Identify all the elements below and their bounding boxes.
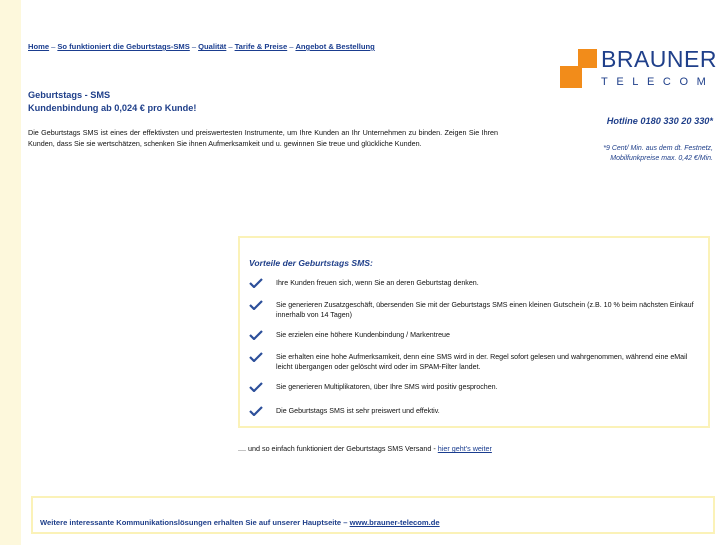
check-icon bbox=[249, 330, 263, 340]
advantage-text: Sie generieren Multiplikatoren, über Ihre SMS wird positiv gesprochen. bbox=[276, 383, 498, 391]
intro-paragraph: Die Geburtstags SMS ist eines der effektivsten und preiswertesten Instrumente, um Ihre Kunden an Ihr Unternehmen zu binden. Zeigen Sie Ihren Kunden, dass Sie sie wertschätzen, schenken Sie ihnen Aufmerksamkeit und u. gewinnen Sie treue und glückliche Kunden. bbox=[28, 128, 498, 148]
advantage-text: Die Geburtstags SMS ist sehr preiswert und effektiv. bbox=[276, 407, 440, 415]
footer-text: Weitere interessante Kommunikationslösungen erhalten Sie auf unserer Hauptseite – bbox=[40, 518, 350, 527]
nav-link-home[interactable]: Home bbox=[28, 42, 50, 51]
advantage-text: Sie generieren Zusatzgeschäft, übersenden Sie mit der Geburtstags SMS einen kleinen Gutschein (z.B. 10 % beim nächsten Einkauf innerhalb von 14 Tagen) bbox=[276, 301, 694, 319]
check-icon bbox=[249, 406, 263, 416]
hotline-price-note bbox=[513, 144, 713, 164]
advantage-text: Ihre Kunden freuen sich, wenn Sie an deren Geburtstag denken. bbox=[276, 279, 479, 287]
more-info-line bbox=[238, 444, 492, 453]
advantages-title: Vorteile der Geburtstags SMS: bbox=[249, 258, 373, 268]
nav-separator: – bbox=[228, 42, 233, 51]
advantages-box bbox=[238, 236, 710, 428]
footer-box bbox=[31, 496, 715, 534]
advantages-list bbox=[240, 238, 708, 426]
nav-separator: – bbox=[51, 42, 56, 51]
footer-homepage-link[interactable]: www.brauner-telecom.de bbox=[349, 518, 440, 527]
hotline-note-line2: Mobilfunkpreise max. 0,42 €/Min. bbox=[610, 155, 713, 162]
nav-separator: – bbox=[191, 42, 197, 51]
check-icon bbox=[249, 278, 263, 288]
logo-brand-text: BRAUNER bbox=[601, 46, 717, 72]
check-icon bbox=[249, 352, 263, 362]
more-info-text: .... und so einfach funktioniert der Geburtstags SMS Versand - bbox=[238, 444, 438, 453]
more-info-link[interactable]: hier geht's weiter bbox=[437, 444, 492, 453]
page bbox=[21, 0, 727, 545]
nav-link-tariffs[interactable]: Tarife & Preise bbox=[234, 42, 288, 51]
nav-link-how-it-works[interactable]: So funktioniert die Geburtstags-SMS bbox=[57, 42, 190, 51]
footer-text-line bbox=[40, 518, 440, 527]
check-icon bbox=[249, 382, 263, 392]
breadcrumb-nav bbox=[28, 42, 375, 51]
hotline-note-line1: *9 Cent/ Min. aus dem dt. Festnetz, bbox=[603, 145, 713, 152]
brauner-telecom-logo[interactable] bbox=[560, 46, 720, 92]
nav-link-quality[interactable]: Qualität bbox=[198, 42, 227, 51]
nav-link-order[interactable]: Angebot & Bestellung bbox=[295, 42, 375, 51]
nav-separator: – bbox=[289, 42, 294, 51]
check-icon bbox=[249, 300, 263, 310]
hotline-number: Hotline 0180 330 20 330* bbox=[606, 116, 713, 126]
page-title: Geburtstags - SMS bbox=[28, 90, 111, 100]
logo-square-large bbox=[560, 66, 582, 88]
advantage-text: Sie erhalten eine hohe Aufmerksamkeit, denn eine SMS wird in der. Regel sofort gelesen und wahrgenommen, während eine eMail leicht übergangen oder gelöscht wird oder im SPAM-Filter landet. bbox=[276, 353, 688, 371]
advantage-text: Sie erzielen eine höhere Kundenbindung / Markentreue bbox=[276, 331, 450, 339]
logo-sub-text: TELECOM bbox=[601, 76, 715, 88]
page-subtitle: Kundenbindung ab 0,024 € pro Kunde! bbox=[28, 103, 197, 113]
